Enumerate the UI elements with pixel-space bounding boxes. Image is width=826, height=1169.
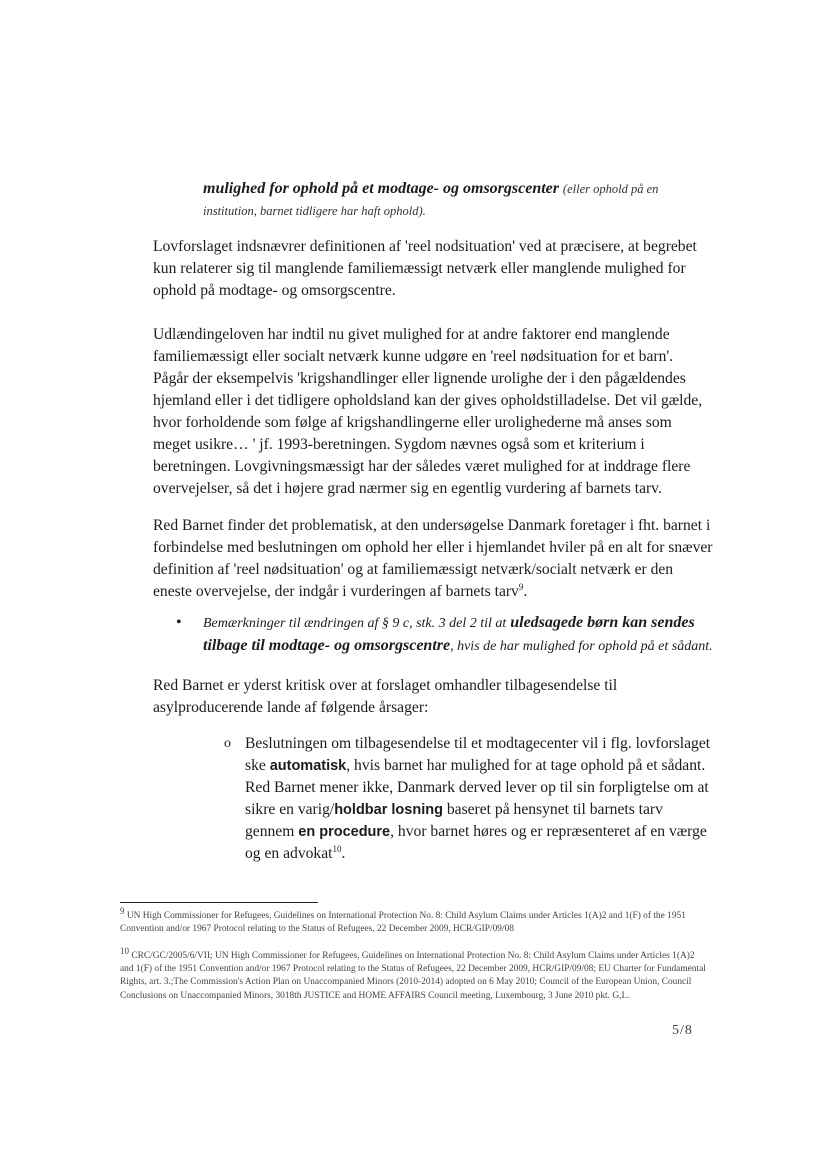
paragraph-end: . <box>523 583 528 600</box>
bullet-icon: • <box>176 614 182 631</box>
sub-text-3: baseret på hensynet til barnets tarv gennem <box>245 801 663 840</box>
page-number: 5/8 <box>672 1023 693 1038</box>
sub-text-2: , hvis barnet har mulighed for at tage ophold på et sådant. Red Barnet mener ikke, Danmark derved lever op til sin forpligtelse om at sikre en varig/ <box>245 757 709 818</box>
footnote-9-mark: 9 <box>120 905 125 916</box>
bullet-item-bemaerkninger <box>203 612 723 658</box>
paragraph-udlaendingeloven: Udlændingeloven har indtil nu givet mulighed for at andre faktorer end manglende familiemæssigt eller socialt netværk kunne udgøre en 'reel nødsituation for et barn'. Pågår der eksempelvis 'krigshandlinger eller lignende urolighe der i den pågældendes hjemland eller i det tidligere opholdsland kan der gives opholdstilladelse. Det vil gælde, hvor forholdende som følge af krigshandlingerne eller urolighederne må anses som meget usikre… ' jf. 1993-beretningen. Sygdom nævnes også som et kriterium i beretningen. Lovgivningsmæssigt har der således været mulighed for at inddrage flere overvejelser, så det i højere grad nærmer sig en egentlig vurdering af barnets tarv. <box>153 326 703 497</box>
sub-bold-holdbar: holdbar losning <box>334 802 443 818</box>
bullet-bold: uledsagede børn kan sendes tilbage til modtage- og omsorgscentre <box>203 614 695 654</box>
section-heading-note-1: (eller ophold på en <box>562 182 659 196</box>
paragraph-definition: Lovforslaget indsnævrer definitionen af 'reel nodsituation' ved at præcisere, at begrebet kun relaterer sig til manglende familiemæssigt netværk eller manglende mulighed for ophold på modtage- og omsorgscentre. <box>153 238 697 299</box>
sub-bold-automatisk: automatisk <box>269 758 347 774</box>
section-heading-note-2: institution, barnet tidligere har haft ophold). <box>203 204 426 218</box>
sub-text-4: , hvor barnet høres og er repræsenteret af en værge og en advokat <box>245 823 707 862</box>
sub-text-1: Beslutningen om tilbagesendelse til et modtagecenter vil i flg. lovforslaget ske <box>245 735 711 774</box>
section-heading <box>203 178 703 222</box>
footnote-9-text: UN High Commissioner for Refugees, Guidelines on International Protection No. 8: Child Asylum Claims under Articles 1(A)2 and 1(F) of the 1951 Convention and/or 1967 Protocol relating to the Status of Refugees, 22 December 2009, HCR/GIP/09/08 <box>120 911 686 935</box>
footnote-10-text: CRC/GC/2005/6/VII; UN High Commissioner for Refugees, Guidelines on International Protection No. 8: Child Asylum Claims under Articles 1(A)2 and 1(F) of the 1951 Convention and/or 1967 Protocol relating to the Status of Refugees, 22 December 2009, HCR/GIP/09/08; EU Charter for Fundamental Rights, art. 3.;The Commission's Action Plan on Unaccompanied Minors (2010-2014) adopted on 6 May 2010; Council of the European Union, Council Conclusions on Unaccompanied Minors, 3018th JUSTICE and HOME AFFAIRS Council meeting, Luxembourg, 3 June 2010 pkt. G,I.. <box>120 951 706 1001</box>
footnote-9 <box>120 905 710 936</box>
section-heading-bold: mulighed for ophold på et modtage- og omsorgscenter <box>203 180 559 197</box>
footnote-10-mark: 10 <box>120 945 129 956</box>
sub-end: . <box>341 845 346 862</box>
bullet-lead: Bemærkninger til ændringen af § 9 c, stk. 3 del 2 til at <box>203 616 507 631</box>
sub-bold-procedure: en procedure <box>298 824 391 840</box>
sub-bullet-icon: o <box>224 736 231 751</box>
paragraph-red-barnet-problem-text: Red Barnet finder det problematisk, at den undersøgelse Danmark foretager i fht. barnet i forbindelse med beslutningen om ophold her eller i hjemlandet hviler på en alt for snæver definition af 'reel nødsituation' og at familiemæssigt netværk/socialt netværk er den eneste overvejelse, der indgår i vurderingen af barnets tarv <box>153 517 713 600</box>
footnote-divider <box>120 902 318 903</box>
bullet-tail: , hvis de har mulighed for ophold på et sådant. <box>450 639 713 654</box>
footnote-10 <box>120 945 710 1003</box>
footnote-ref-10: 10 <box>332 843 342 854</box>
paragraph-red-barnet-problem <box>153 515 713 603</box>
sub-bullet-item-beslutningen <box>245 733 715 865</box>
footnote-ref-9: 9 <box>518 581 524 592</box>
paragraph-kritisk: Red Barnet er yderst kritisk over at forslaget omhandler tilbagesendelse til asylproducerende lande af følgende årsager: <box>153 677 618 716</box>
